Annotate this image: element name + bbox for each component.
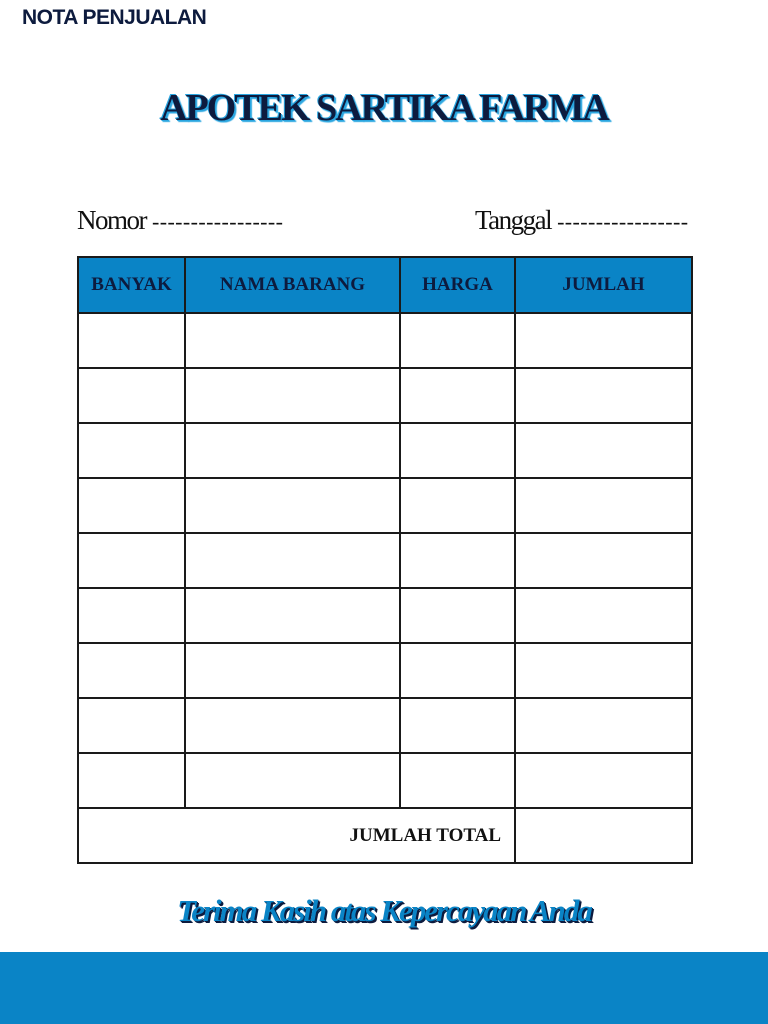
amount-cell bbox=[515, 643, 692, 698]
table-row bbox=[78, 588, 692, 643]
table-row bbox=[78, 643, 692, 698]
invoice-table bbox=[77, 256, 693, 864]
price-cell bbox=[400, 533, 515, 588]
store-title: APOTEK SARTIKA FARMA bbox=[160, 87, 608, 129]
item-name-cell bbox=[185, 478, 400, 533]
column-header-quantity: BANYAK bbox=[78, 257, 185, 313]
item-name-cell bbox=[185, 533, 400, 588]
price-cell bbox=[400, 753, 515, 808]
amount-cell bbox=[515, 753, 692, 808]
item-name-cell bbox=[185, 643, 400, 698]
quantity-cell bbox=[78, 698, 185, 753]
amount-cell bbox=[515, 368, 692, 423]
table-row bbox=[78, 753, 692, 808]
column-header-price: HARGA bbox=[400, 257, 515, 313]
item-name-cell bbox=[185, 313, 400, 368]
quantity-cell bbox=[78, 588, 185, 643]
table-header-row bbox=[78, 257, 692, 313]
price-cell bbox=[400, 698, 515, 753]
amount-cell bbox=[515, 423, 692, 478]
table-row bbox=[78, 533, 692, 588]
quantity-cell bbox=[78, 643, 185, 698]
price-cell bbox=[400, 313, 515, 368]
table-row bbox=[78, 698, 692, 753]
column-header-amount: JUMLAH bbox=[515, 257, 692, 313]
table-row bbox=[78, 423, 692, 478]
price-cell bbox=[400, 643, 515, 698]
amount-cell bbox=[515, 313, 692, 368]
quantity-cell bbox=[78, 368, 185, 423]
document-label: NOTA PENJUALAN bbox=[22, 6, 207, 29]
table-row bbox=[78, 313, 692, 368]
table-row bbox=[78, 478, 692, 533]
item-name-cell bbox=[185, 588, 400, 643]
price-cell bbox=[400, 368, 515, 423]
item-name-cell bbox=[185, 753, 400, 808]
quantity-cell bbox=[78, 478, 185, 533]
amount-cell bbox=[515, 588, 692, 643]
footer-band bbox=[0, 952, 768, 1024]
total-label: JUMLAH TOTAL bbox=[78, 808, 515, 863]
date-field bbox=[475, 205, 688, 236]
price-cell bbox=[400, 423, 515, 478]
invoice-body bbox=[78, 313, 692, 863]
item-name-cell bbox=[185, 368, 400, 423]
table-row bbox=[78, 368, 692, 423]
quantity-cell bbox=[78, 533, 185, 588]
total-amount-cell bbox=[515, 808, 692, 863]
number-label: Nomor bbox=[77, 205, 146, 235]
price-cell bbox=[400, 588, 515, 643]
quantity-cell bbox=[78, 313, 185, 368]
price-cell bbox=[400, 478, 515, 533]
number-field bbox=[77, 205, 283, 236]
thank-you-message: Terima Kasih atas Kepercayaan Anda bbox=[177, 893, 591, 928]
amount-cell bbox=[515, 533, 692, 588]
total-row bbox=[78, 808, 692, 863]
quantity-cell bbox=[78, 753, 185, 808]
amount-cell bbox=[515, 698, 692, 753]
date-blank-line: ----------------- bbox=[557, 209, 689, 234]
date-label: Tanggal bbox=[475, 205, 552, 235]
item-name-cell bbox=[185, 423, 400, 478]
quantity-cell bbox=[78, 423, 185, 478]
number-blank-line: ----------------- bbox=[152, 209, 284, 234]
item-name-cell bbox=[185, 698, 400, 753]
column-header-item-name: NAMA BARANG bbox=[185, 257, 400, 313]
amount-cell bbox=[515, 478, 692, 533]
